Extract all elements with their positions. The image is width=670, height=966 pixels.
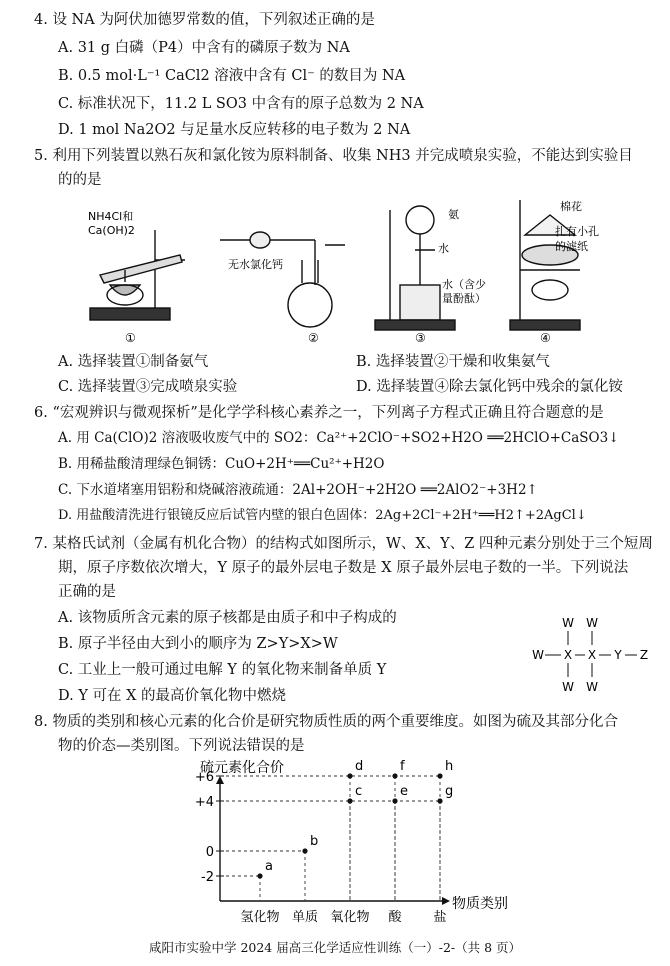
chart-ytick-label: +4: [194, 795, 214, 810]
chart-category-label: 氢化物: [240, 910, 280, 925]
apparatus-4: [510, 200, 580, 330]
fig1-label-1: NH4Cl和: [88, 210, 134, 223]
q4-option-c: C. 标准状况下，11.2 L SO3 中含有的原子总数为 2 NA: [58, 96, 424, 112]
chart-point-d: [347, 773, 352, 778]
q8-stem-line1: 8. 物质的类别和核心元素的化合价是研究物质性质的两个重要维度。如图为硫及其部分化合: [34, 714, 618, 730]
atom-w-top-1: W: [562, 616, 574, 630]
chart-point-label-d: d: [355, 759, 364, 774]
q7-stem-line1: 7. 某格氏试剂（金属有机化合物）的结构式如图所示，W、X、Y、Z 四种元素分别处于三个短周: [34, 536, 653, 552]
chart-point-f: [392, 773, 397, 778]
chart-point-c: [347, 798, 352, 803]
q7-stem-line2: 期，原子序数依次增大，Y 原子的最外层电子数是 X 原子最外层电子数的一半。下列说法: [58, 560, 629, 576]
fig3-label-gas: 氨: [448, 208, 459, 221]
q5-apparatus-figure: [70, 190, 610, 350]
chart-point-label-c: c: [355, 784, 363, 799]
apparatus-3: [375, 206, 455, 330]
fig4-label-3: 的滤纸: [555, 240, 588, 253]
q5-stem-line2: 的的是: [58, 172, 102, 188]
chart-point-a: [257, 873, 262, 878]
q6-option-d: D. 用盐酸清洗进行银镜反应后试管内壁的银白色固体：2Ag+2Cl⁻+2H⁺══H2↑+2AgCl↓: [58, 508, 587, 523]
chart-point-b: [302, 848, 307, 853]
fig-number-1: ①: [125, 331, 136, 345]
chart-ytick-label: -2: [201, 870, 214, 885]
chart-ytick-label: 0: [205, 845, 214, 860]
chart-point-label-g: g: [445, 784, 454, 799]
fig-number-2: ②: [308, 331, 319, 345]
q7-option-b: B. 原子半径由大到小的顺序为 Z>Y>X>W: [58, 636, 338, 652]
chart-point-h: [437, 773, 442, 778]
fig3-label-water2: 水（含少: [442, 278, 486, 291]
q6-stem: 6. “宏观辨识与微观探析”是化学学科核心素养之一，下列离子方程式正确且符合题意的是: [34, 405, 604, 421]
fig2-label: 无水氯化钙: [228, 258, 283, 271]
chart-category-label: 氧化物: [330, 910, 370, 925]
q4-option-d: D. 1 mol Na2O2 与足量水反应转移的电子数为 2 NA: [58, 122, 411, 138]
fig3-label-water: 水: [438, 242, 449, 255]
chart-point-label-h: h: [445, 759, 454, 774]
q6-option-a: A. 用 Ca(ClO)2 溶液吸收废气中的 SO2：Ca²⁺+2ClO⁻+SO2+H2O ══2HClO+CaSO3↓: [58, 430, 620, 446]
q7-option-d: D. Y 可在 X 的最高价氧化物中燃烧: [58, 688, 287, 704]
chart-x-axis-label: 物质类别: [452, 896, 508, 912]
q6-option-c: C. 下水道堵塞用铝粉和烧碱溶液疏通：2Al+2OH⁻+2H2O ══2AlO2⁻+3H2↑: [58, 482, 538, 498]
apparatus-2: [220, 232, 345, 327]
chart-point-g: [437, 798, 442, 803]
chart-point-label-f: f: [400, 759, 405, 774]
fig3-label-water3: 量酚酞）: [442, 292, 486, 305]
chart-category-label: 盐: [433, 910, 447, 925]
atom-w-bottom-2: W: [586, 680, 598, 694]
q4-option-a: A. 31 g 白磷（P4）中含有的磷原子数为 NA: [58, 40, 350, 56]
chart-point-label-e: e: [400, 784, 408, 799]
chart-y-axis-label: 硫元素化合价: [200, 760, 284, 776]
q5-option-d: D. 选择装置④除去氯化钙中残余的氯化铵: [356, 379, 623, 395]
chart-point-label-a: a: [265, 859, 273, 874]
q7-option-a: A. 该物质所含元素的原子核都是由质子和中子构成的: [58, 610, 397, 626]
atom-y: Y: [614, 648, 622, 662]
chart-category-label: 酸: [388, 910, 402, 925]
atom-x-2: X: [587, 648, 597, 662]
fig-number-4: ④: [540, 331, 551, 345]
sulfur-valence-chart: [180, 756, 540, 934]
chart-y-arrow: [216, 776, 224, 784]
atom-z: Z: [639, 648, 649, 662]
fig1-label-2: Ca(OH)2: [88, 224, 135, 237]
fig4-label-1: 棉花: [560, 200, 582, 213]
q7-option-c: C. 工业上一般可通过电解 Y 的氧化物来制备单质 Y: [58, 662, 387, 678]
q7-structural-formula: [528, 615, 658, 695]
q6-option-b: B. 用稀盐酸清理绿色铜锈：CuO+2H⁺══Cu²⁺+H2O: [58, 456, 385, 472]
q5-stem-line1: 5. 利用下列装置以熟石灰和氯化铵为原料制备、收集 NH3 并完成喷泉实验，不能达到实验目: [34, 148, 633, 164]
q5-option-a: A. 选择装置①制备氨气: [58, 354, 209, 370]
atom-w-top-2: W: [586, 616, 598, 630]
chart-point-e: [392, 798, 397, 803]
chart-x-arrow: [442, 897, 450, 905]
q7-stem-line3: 正确的是: [58, 584, 116, 600]
fig4-label-2: 扎有小孔: [555, 225, 599, 238]
q5-option-b: B. 选择装置②干燥和收集氨气: [356, 354, 550, 370]
chart-point-label-b: b: [310, 834, 319, 849]
atom-w-bottom-1: W: [562, 680, 574, 694]
fig-number-3: ③: [415, 331, 426, 345]
atom-x-1: X: [563, 648, 573, 662]
atom-w-left: W: [532, 648, 544, 662]
q4-stem: 4. 设 NA 为阿伏加德罗常数的值，下列叙述正确的是: [34, 12, 375, 28]
chart-category-label: 单质: [291, 910, 319, 925]
apparatus-1: [90, 230, 185, 320]
q4-option-b: B. 0.5 mol·L⁻¹ CaCl2 溶液中含有 Cl⁻ 的数目为 NA: [58, 68, 406, 84]
q5-option-c: C. 选择装置③完成喷泉实验: [58, 379, 238, 395]
chart-ytick-label: +6: [194, 770, 214, 785]
q8-stem-line2: 物的价态—类别图。下列说法错误的是: [58, 738, 305, 754]
page-footer: 咸阳市实验中学 2024 届高三化学适应性训练（一）-2-（共 8 页）: [148, 940, 522, 955]
